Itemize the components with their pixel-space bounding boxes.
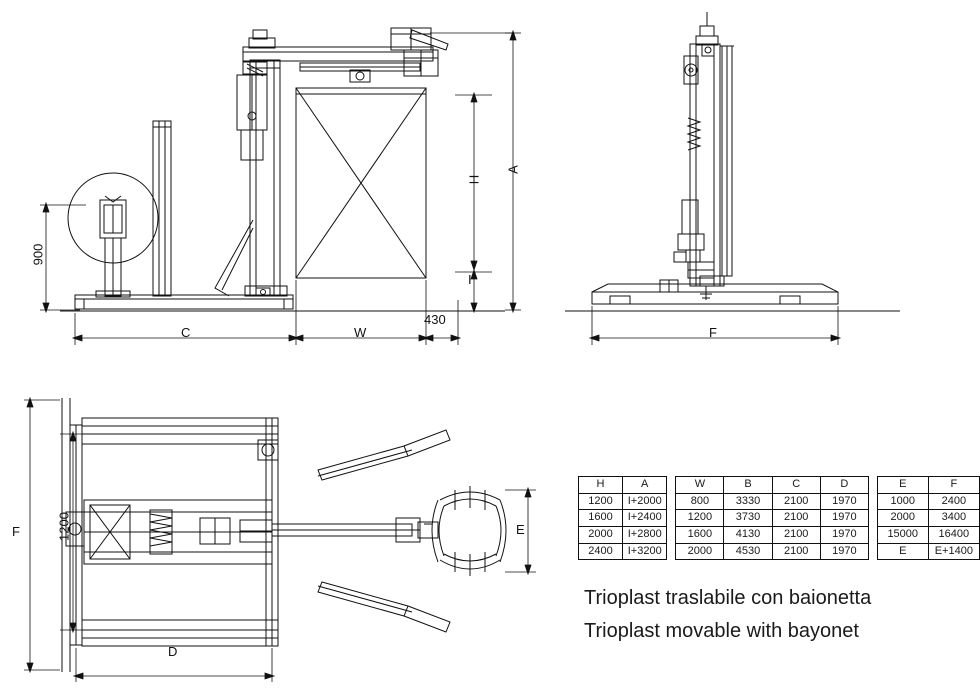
table-cell: 2100 bbox=[772, 510, 820, 527]
height-table bbox=[578, 476, 667, 560]
table-cell: 1600 bbox=[579, 510, 623, 527]
table-cell: 15000 bbox=[877, 526, 928, 543]
dim-label-F-side: F bbox=[709, 325, 717, 340]
table-cell: 16400 bbox=[928, 526, 979, 543]
table-cell: 800 bbox=[676, 493, 724, 510]
column-header: E bbox=[877, 477, 928, 494]
table-cell: 3730 bbox=[724, 510, 772, 527]
table-header-row bbox=[676, 477, 869, 494]
table-cell: 1200 bbox=[676, 510, 724, 527]
dim-label-D: D bbox=[168, 644, 178, 659]
table-row bbox=[676, 510, 869, 527]
table-cell: 1970 bbox=[820, 493, 868, 510]
table-cell: 1600 bbox=[676, 526, 724, 543]
table-header-row bbox=[579, 477, 667, 494]
table-cell: I+2000 bbox=[622, 493, 666, 510]
side-view-group bbox=[565, 12, 900, 345]
dim-label-900: 900 bbox=[30, 243, 46, 266]
table-cell: 1000 bbox=[877, 493, 928, 510]
column-header: C bbox=[772, 477, 820, 494]
table-row bbox=[676, 526, 869, 543]
table-cell: 2100 bbox=[772, 493, 820, 510]
table-cell: 2000 bbox=[676, 543, 724, 560]
table-cell: 3330 bbox=[724, 493, 772, 510]
table-gap bbox=[667, 476, 675, 560]
table-cell: 2000 bbox=[877, 510, 928, 527]
table-cell: 1970 bbox=[820, 543, 868, 560]
column-header: D bbox=[820, 477, 868, 494]
table-cell: I+2400 bbox=[622, 510, 666, 527]
table-cell: 2400 bbox=[579, 543, 623, 560]
column-header: W bbox=[676, 477, 724, 494]
table-row bbox=[579, 493, 667, 510]
column-header: F bbox=[928, 477, 979, 494]
dim-label-I: I bbox=[468, 272, 472, 287]
depth-table bbox=[877, 476, 980, 560]
table-cell: 4530 bbox=[724, 543, 772, 560]
table-row bbox=[579, 510, 667, 527]
table-cell: I+2800 bbox=[622, 526, 666, 543]
dim-label-1200: 1200 bbox=[56, 512, 72, 541]
caption-line-english: Trioplast movable with bayonet bbox=[584, 620, 859, 642]
table-cell: 1970 bbox=[820, 510, 868, 527]
dim-label-H: H bbox=[466, 174, 482, 185]
table-cell: 2000 bbox=[579, 526, 623, 543]
table-row bbox=[877, 543, 979, 560]
dim-label-A: A bbox=[505, 165, 521, 174]
table-cell: 2400 bbox=[928, 493, 979, 510]
table-row bbox=[676, 543, 869, 560]
table-row bbox=[877, 510, 979, 527]
dim-label-C: C bbox=[181, 325, 191, 340]
dim-label-430: 430 bbox=[424, 312, 446, 327]
column-header: H bbox=[579, 477, 623, 494]
table-cell: E+1400 bbox=[928, 543, 979, 560]
table-cell: 2100 bbox=[772, 543, 820, 560]
dim-label-F-plan: F bbox=[12, 524, 20, 539]
table-cell: 1200 bbox=[579, 493, 623, 510]
table-cell: 4130 bbox=[724, 526, 772, 543]
table-cell: 1970 bbox=[820, 526, 868, 543]
dim-label-W: W bbox=[354, 325, 367, 340]
width-table bbox=[675, 476, 869, 560]
caption-line-italian: Trioplast traslabile con baionetta bbox=[584, 587, 872, 609]
plan-view-group bbox=[24, 398, 536, 682]
table-cell: 2100 bbox=[772, 526, 820, 543]
column-header: B bbox=[724, 477, 772, 494]
table-header-row bbox=[877, 477, 979, 494]
table-row bbox=[579, 543, 667, 560]
table-gap bbox=[869, 476, 877, 560]
dim-label-E: E bbox=[516, 522, 525, 537]
table-row bbox=[579, 526, 667, 543]
table-row bbox=[676, 493, 869, 510]
table-cell: I+3200 bbox=[622, 543, 666, 560]
table-cell: 3400 bbox=[928, 510, 979, 527]
spec-tables bbox=[578, 476, 980, 560]
table-row bbox=[877, 493, 979, 510]
table-row bbox=[877, 526, 979, 543]
table-cell: E bbox=[877, 543, 928, 560]
column-header: A bbox=[622, 477, 666, 494]
front-view-group bbox=[40, 28, 521, 345]
